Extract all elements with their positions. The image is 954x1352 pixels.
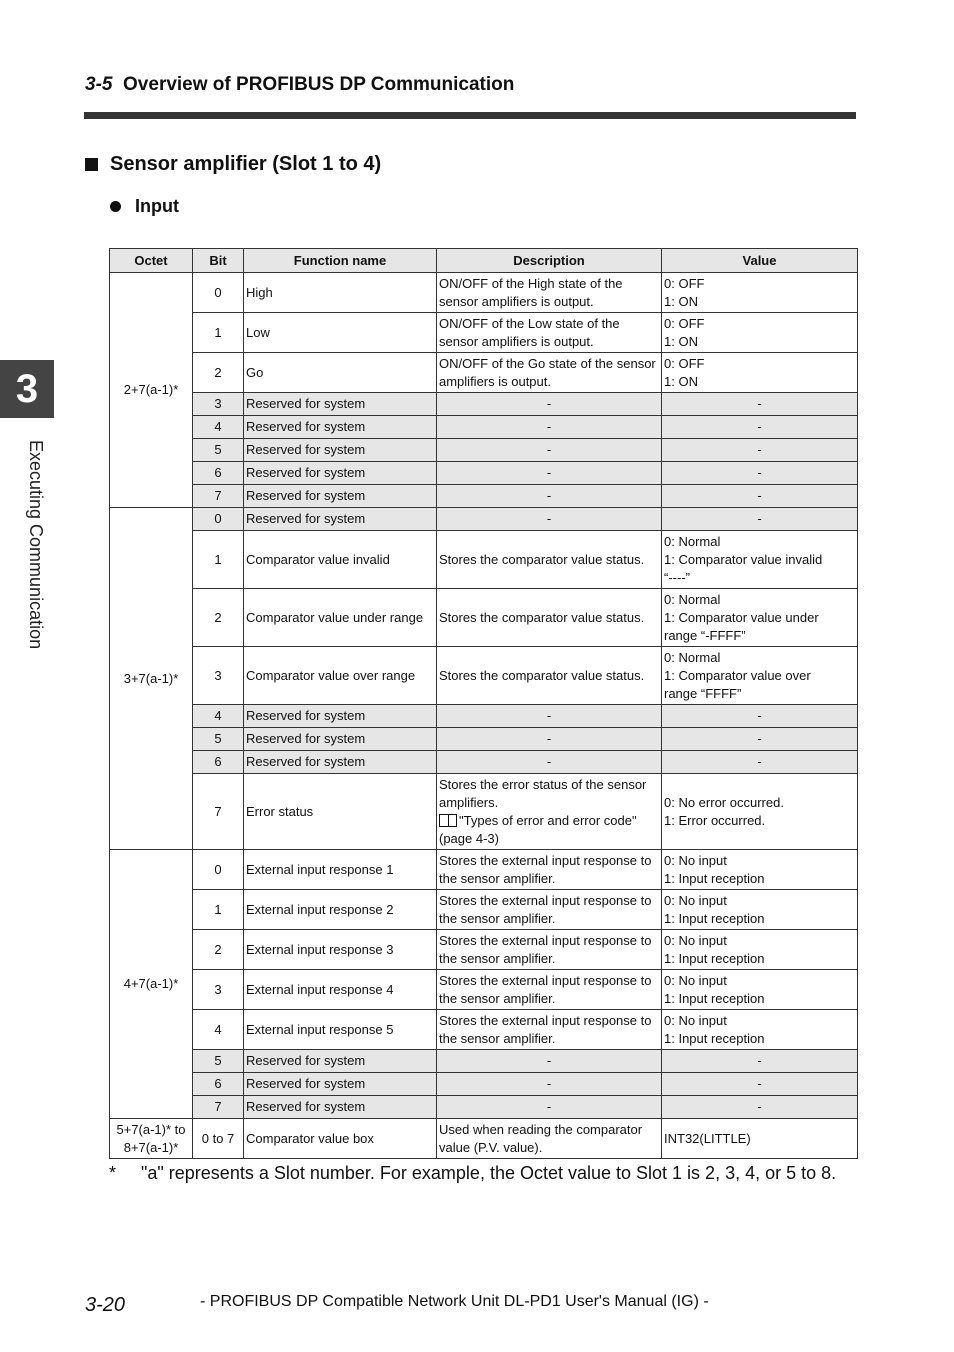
octet-cell: 2+7(a-1)*: [110, 273, 193, 508]
function-name-cell: External input response 5: [244, 1010, 437, 1050]
bit-cell: 6: [193, 751, 244, 774]
function-name-cell: Reserved for system: [244, 705, 437, 728]
function-name-cell: Comparator value invalid: [244, 531, 437, 589]
bit-cell: 5: [193, 439, 244, 462]
description-cell: ON/OFF of the High state of the sensor amplifiers is output.: [437, 273, 662, 313]
description-cell: ON/OFF of the Low state of the sensor amplifiers is output.: [437, 313, 662, 353]
table-row: [110, 353, 858, 393]
value-line: 0: No input: [664, 1012, 727, 1028]
value-line: -: [757, 488, 762, 503]
value-cell: [662, 1096, 858, 1119]
bit-cell: 3: [193, 647, 244, 705]
footnote-mark: *: [109, 1163, 117, 1183]
value-cell: [662, 531, 858, 589]
description-cell: -: [437, 728, 662, 751]
function-name-cell: External input response 3: [244, 930, 437, 970]
description-cell: Stores the external input response to the sensor amplifier.: [437, 850, 662, 890]
bit-cell: 1: [193, 313, 244, 353]
description-cell: -: [437, 1073, 662, 1096]
table-row: [110, 751, 858, 774]
value-cell: [662, 485, 858, 508]
function-name-cell: Reserved for system: [244, 508, 437, 531]
description-cell: -: [437, 439, 662, 462]
function-name-cell: Comparator value over range: [244, 647, 437, 705]
value-line: 1: Input reception: [664, 950, 765, 966]
table-row: [110, 774, 858, 850]
book-icon: [439, 814, 457, 827]
table-row: [110, 416, 858, 439]
description-cell: Stores the external input response to the sensor amplifier.: [437, 890, 662, 930]
bit-cell: 2: [193, 353, 244, 393]
value-cell: [662, 353, 858, 393]
footnote: [109, 1160, 859, 1186]
table-row: [110, 485, 858, 508]
value-cell: [662, 393, 858, 416]
value-line: 0: OFF: [664, 355, 705, 371]
value-line: 1: Comparator value invalid: [664, 551, 823, 567]
value-line: -: [757, 465, 762, 480]
function-name-cell: Reserved for system: [244, 1073, 437, 1096]
description-cell: -: [437, 751, 662, 774]
function-name-cell: Reserved for system: [244, 751, 437, 774]
value-cell: [662, 970, 858, 1010]
octet-cell: 3+7(a-1)*: [110, 508, 193, 850]
value-cell: [662, 728, 858, 751]
value-line: 1: Comparator value over: [664, 667, 811, 683]
value-cell: [662, 1010, 858, 1050]
bit-cell: 0: [193, 273, 244, 313]
value-cell: [662, 273, 858, 313]
table-row: [110, 647, 858, 705]
table-row: [110, 462, 858, 485]
value-line: -: [757, 419, 762, 434]
table-row: [110, 273, 858, 313]
col-header-octet: Octet: [110, 249, 193, 273]
value-line: -: [757, 1099, 762, 1114]
value-line: 1: Input reception: [664, 910, 765, 926]
table-row: [110, 1096, 858, 1119]
bit-cell: 5: [193, 1050, 244, 1073]
value-line: range “-FFFF”: [664, 627, 746, 643]
value-line: 1: ON: [664, 333, 698, 349]
circle-bullet-icon: [110, 201, 121, 212]
function-name-cell: Low: [244, 313, 437, 353]
col-header-value: Value: [662, 249, 858, 273]
value-cell: [662, 705, 858, 728]
value-cell: [662, 462, 858, 485]
value-line: “----”: [664, 569, 690, 585]
description-cell: ON/OFF of the Go state of the sensor amplifiers is output.: [437, 353, 662, 393]
function-name-cell: Reserved for system: [244, 728, 437, 751]
value-line: -: [757, 511, 762, 526]
value-line: -: [757, 1053, 762, 1068]
value-line: range “FFFF”: [664, 685, 742, 701]
heading-text: Sensor amplifier (Slot 1 to 4): [110, 153, 382, 175]
page-number: 3-20: [85, 1294, 126, 1316]
table-row: [110, 1010, 858, 1050]
value-cell: [662, 890, 858, 930]
function-name-cell: Reserved for system: [244, 439, 437, 462]
table-row: [110, 1050, 858, 1073]
table-row: [110, 970, 858, 1010]
heading: [85, 153, 381, 176]
value-line: 1: Input reception: [664, 990, 765, 1006]
description-cell: -: [437, 393, 662, 416]
section-number: 3-5: [85, 74, 113, 95]
bit-cell: 7: [193, 774, 244, 850]
value-line: -: [757, 708, 762, 723]
table-row: [110, 531, 858, 589]
input-table: [109, 248, 858, 1159]
function-name-cell: External input response 2: [244, 890, 437, 930]
value-line: 0: No error occurred.: [664, 794, 784, 810]
description-cell: -: [437, 485, 662, 508]
table-row: [110, 313, 858, 353]
function-name-cell: High: [244, 273, 437, 313]
value-cell: [662, 647, 858, 705]
description-cell: [437, 774, 662, 850]
table-header-row: [110, 249, 858, 273]
value-line: 0: Normal: [664, 649, 721, 665]
value-cell: [662, 416, 858, 439]
description-cell: -: [437, 508, 662, 531]
table-row: [110, 850, 858, 890]
table-body: [110, 273, 858, 1159]
value-cell: [662, 589, 858, 647]
function-name-cell: Reserved for system: [244, 1050, 437, 1073]
col-header-description: Description: [437, 249, 662, 273]
bit-cell: 0: [193, 850, 244, 890]
value-cell: [662, 439, 858, 462]
section-title: Overview of PROFIBUS DP Communication: [123, 74, 515, 95]
function-name-cell: External input response 4: [244, 970, 437, 1010]
function-name-cell: External input response 1: [244, 850, 437, 890]
table-row: [110, 930, 858, 970]
bit-cell: 3: [193, 393, 244, 416]
description-text: Stores the error status of the sensor amplifiers.: [439, 776, 647, 810]
description-cell: Stores the external input response to the sensor amplifier.: [437, 1010, 662, 1050]
bit-cell: 2: [193, 589, 244, 647]
value-line: 1: Error occurred.: [664, 812, 766, 828]
subheading-text: Input: [135, 196, 179, 216]
header-rule: [84, 112, 856, 119]
value-line: 1: Input reception: [664, 870, 765, 886]
bit-cell: 6: [193, 1073, 244, 1096]
octet-cell: 4+7(a-1)*: [110, 850, 193, 1119]
value-line: 0: No input: [664, 852, 727, 868]
description-cell: -: [437, 705, 662, 728]
description-reference: [439, 812, 659, 830]
bit-cell: 3: [193, 970, 244, 1010]
table-row: [110, 890, 858, 930]
description-cell: -: [437, 1096, 662, 1119]
bit-cell: 5: [193, 728, 244, 751]
description-cell: -: [437, 1050, 662, 1073]
value-line: -: [757, 442, 762, 457]
value-cell: [662, 930, 858, 970]
value-line: 0: No input: [664, 972, 727, 988]
value-line: 0: Normal: [664, 591, 721, 607]
bit-cell: 7: [193, 1096, 244, 1119]
value-line: 0: OFF: [664, 315, 705, 331]
chapter-tab: 3: [0, 360, 54, 418]
description-cell: Stores the comparator value status.: [437, 531, 662, 589]
bit-cell: 7: [193, 485, 244, 508]
value-cell: [662, 1073, 858, 1096]
value-cell: [662, 850, 858, 890]
chapter-side-label: Executing Communication: [26, 440, 46, 650]
table-row: [110, 393, 858, 416]
value-line: -: [757, 1076, 762, 1091]
function-name-cell: Error status: [244, 774, 437, 850]
bit-cell: 1: [193, 890, 244, 930]
subheading: [110, 196, 179, 217]
value-line: -: [757, 396, 762, 411]
reference-text: "Types of error and error code": [459, 812, 637, 828]
bit-cell: 4: [193, 1010, 244, 1050]
bit-cell: 0 to 7: [193, 1119, 244, 1159]
value-line: INT32(LITTLE): [664, 1130, 751, 1146]
table-row: [110, 705, 858, 728]
col-header-function: Function name: [244, 249, 437, 273]
function-name-cell: Reserved for system: [244, 416, 437, 439]
description-cell: Stores the external input response to the sensor amplifier.: [437, 970, 662, 1010]
value-line: 1: Input reception: [664, 1030, 765, 1046]
bit-cell: 2: [193, 930, 244, 970]
value-cell: [662, 751, 858, 774]
value-line: -: [757, 731, 762, 746]
footer-title: - PROFIBUS DP Compatible Network Unit DL-PD1 User's Manual (IG) -: [200, 1293, 709, 1310]
function-name-cell: Comparator value box: [244, 1119, 437, 1159]
value-line: -: [757, 754, 762, 769]
section-header: [85, 74, 514, 96]
value-line: 0: No input: [664, 892, 727, 908]
bit-cell: 1: [193, 531, 244, 589]
description-cell: Used when reading the comparator value (P.V. value).: [437, 1119, 662, 1159]
value-line: 1: Comparator value under: [664, 609, 819, 625]
col-header-bit: Bit: [193, 249, 244, 273]
table-row: [110, 1073, 858, 1096]
table-row: [110, 1119, 858, 1159]
footnote-text: "a" represents a Slot number. For example, the Octet value to Slot 1 is 2, 3, 4, or 5 to 8.: [141, 1163, 837, 1183]
function-name-cell: Reserved for system: [244, 393, 437, 416]
value-cell: [662, 1119, 858, 1159]
function-name-cell: Reserved for system: [244, 462, 437, 485]
description-cell: -: [437, 416, 662, 439]
bit-cell: 6: [193, 462, 244, 485]
value-cell: [662, 508, 858, 531]
bit-cell: 0: [193, 508, 244, 531]
table-row: [110, 508, 858, 531]
function-name-cell: Go: [244, 353, 437, 393]
table-row: [110, 589, 858, 647]
value-cell: [662, 313, 858, 353]
value-line: 0: No input: [664, 932, 727, 948]
function-name-cell: Reserved for system: [244, 485, 437, 508]
reference-page: (page 4-3): [439, 830, 499, 846]
value-cell: [662, 1050, 858, 1073]
table-row: [110, 728, 858, 751]
bit-cell: 4: [193, 416, 244, 439]
function-name-cell: Reserved for system: [244, 1096, 437, 1119]
function-name-cell: Comparator value under range: [244, 589, 437, 647]
value-line: 0: Normal: [664, 533, 721, 549]
value-line: 0: OFF: [664, 275, 705, 291]
value-cell: [662, 774, 858, 850]
bit-cell: 4: [193, 705, 244, 728]
value-line: 1: ON: [664, 373, 698, 389]
table-row: [110, 439, 858, 462]
description-cell: -: [437, 462, 662, 485]
square-bullet-icon: [85, 158, 98, 171]
description-cell: Stores the comparator value status.: [437, 589, 662, 647]
octet-cell: 5+7(a-1)* to 8+7(a-1)*: [110, 1119, 193, 1159]
description-cell: Stores the comparator value status.: [437, 647, 662, 705]
description-cell: Stores the external input response to the sensor amplifier.: [437, 930, 662, 970]
value-line: 1: ON: [664, 293, 698, 309]
